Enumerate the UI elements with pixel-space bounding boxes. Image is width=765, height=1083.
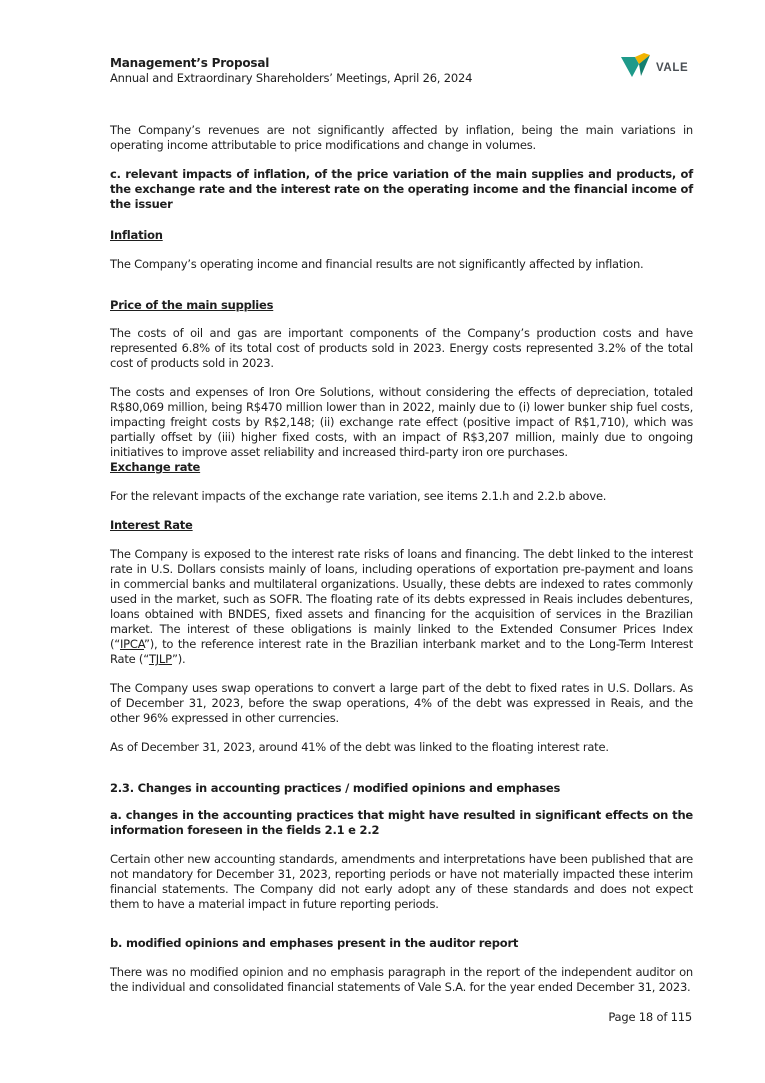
- header-title: Management’s Proposal: [110, 56, 270, 70]
- paragraph-supplies-2: The costs and expenses of Iron Ore Solutions, without considering the effects of depreciation, totaled R$80,069 million, being R$470 million lower than in 2022, mainly due to (i) lower bunker ship fuel costs, impacting freight costs by R$2,148; (ii) exchange rate effect (positive impact of R$1,710), which was partially offset by (iii) higher fixed costs, with an impact of R$3,207 million, mainly due to ongoing initiatives to improve asset reliability and increased third-party iron ore purchases.: [110, 385, 693, 459]
- section-heading-c: c. relevant impacts of inflation, of the price variation of the main supplies and products, of the exchange rate and the interest rate on the operating income and the financial income of the issuer: [110, 167, 693, 211]
- page-number: Page 18 of 115: [608, 1010, 692, 1024]
- subheading-interest: Interest Rate: [110, 518, 193, 532]
- section-heading-2-3: 2.3. Changes in accounting practices / modified opinions and emphases: [110, 781, 561, 795]
- interest-text-a: The Company is exposed to the interest rate risks of loans and financing. The debt linked to the interest rate in U.S. Dollars consists mainly of loans, including operations of exportation pre-payment and loans in commercial banks and multilateral organizations. Usually, these debts are indexed to rates commonly used in the market, such as SOFR. The floating rate of its debts expressed in Reais includes debentures, loans obtained with BNDES, fixed assets and financing for the acquisition of services in the Brazilian market. The interest of these obligations is mainly linked to the Extended Consumer Prices Index (“: [110, 547, 693, 651]
- interest-text-c: ”).: [172, 652, 186, 666]
- section-heading-a: a. changes in the accounting practices that might have resulted in significant effects on the information foreseen in the fields 2.1 e 2.2: [110, 808, 693, 837]
- paragraph-b: There was no modified opinion and no emphasis paragraph in the report of the independent auditor on the individual and consolidated financial statements of Vale S.A. for the year ended December 31, 2023.: [110, 965, 693, 994]
- paragraph-revenues: The Company’s revenues are not significantly affected by inflation, being the main variations in operating income attributable to price modifications and change in volumes.: [110, 123, 693, 152]
- paragraph-a: Certain other new accounting standards, amendments and interpretations have been published that are not mandatory for December 31, 2023, reporting periods or have not materially impacted these interim financial statements. The Company did not early adopt any of these standards and does not expect them to have a material impact in future reporting periods.: [110, 852, 693, 911]
- logo-text: VALE: [656, 62, 689, 74]
- subheading-exchange: Exchange rate: [110, 460, 201, 474]
- vale-logo: [620, 52, 688, 82]
- paragraph-supplies-1: The costs of oil and gas are important components of the Company’s production costs and have represented 6.8% of its total cost of products sold in 2023. Energy costs represented 3.2% of the total cost of products sold in 2023.: [110, 326, 693, 370]
- paragraph-interest-3: As of December 31, 2023, around 41% of the debt was linked to the floating interest rate.: [110, 740, 609, 754]
- paragraph-inflation: The Company’s operating income and financial results are not significantly affected by inflation.: [110, 257, 644, 271]
- vale-logo-mark: [620, 52, 658, 82]
- ipca-term: IPCA: [120, 637, 144, 651]
- interest-text-b: ”), to the reference interest rate in the Brazilian interbank market and to the Long-Term Interest Rate (“: [110, 637, 693, 666]
- paragraph-exchange: For the relevant impacts of the exchange rate variation, see items 2.1.h and 2.2.b above.: [110, 489, 607, 503]
- paragraph-interest-2: The Company uses swap operations to convert a large part of the debt to fixed rates in U.S. Dollars. As of December 31, 2023, before the swap operations, 4% of the debt was expressed in Reais, and the other 96% expressed in other currencies.: [110, 681, 693, 725]
- paragraph-interest-1: [110, 547, 693, 667]
- subheading-supplies: Price of the main supplies: [110, 298, 274, 312]
- page-header: [110, 56, 670, 86]
- header-subtitle: Annual and Extraordinary Shareholders’ Meetings, April 26, 2024: [110, 71, 473, 85]
- subheading-inflation: Inflation: [110, 228, 163, 242]
- section-heading-b: b. modified opinions and emphases present in the auditor report: [110, 936, 519, 950]
- tjlp-term: TJLP: [148, 652, 173, 666]
- page-content: [110, 123, 693, 995]
